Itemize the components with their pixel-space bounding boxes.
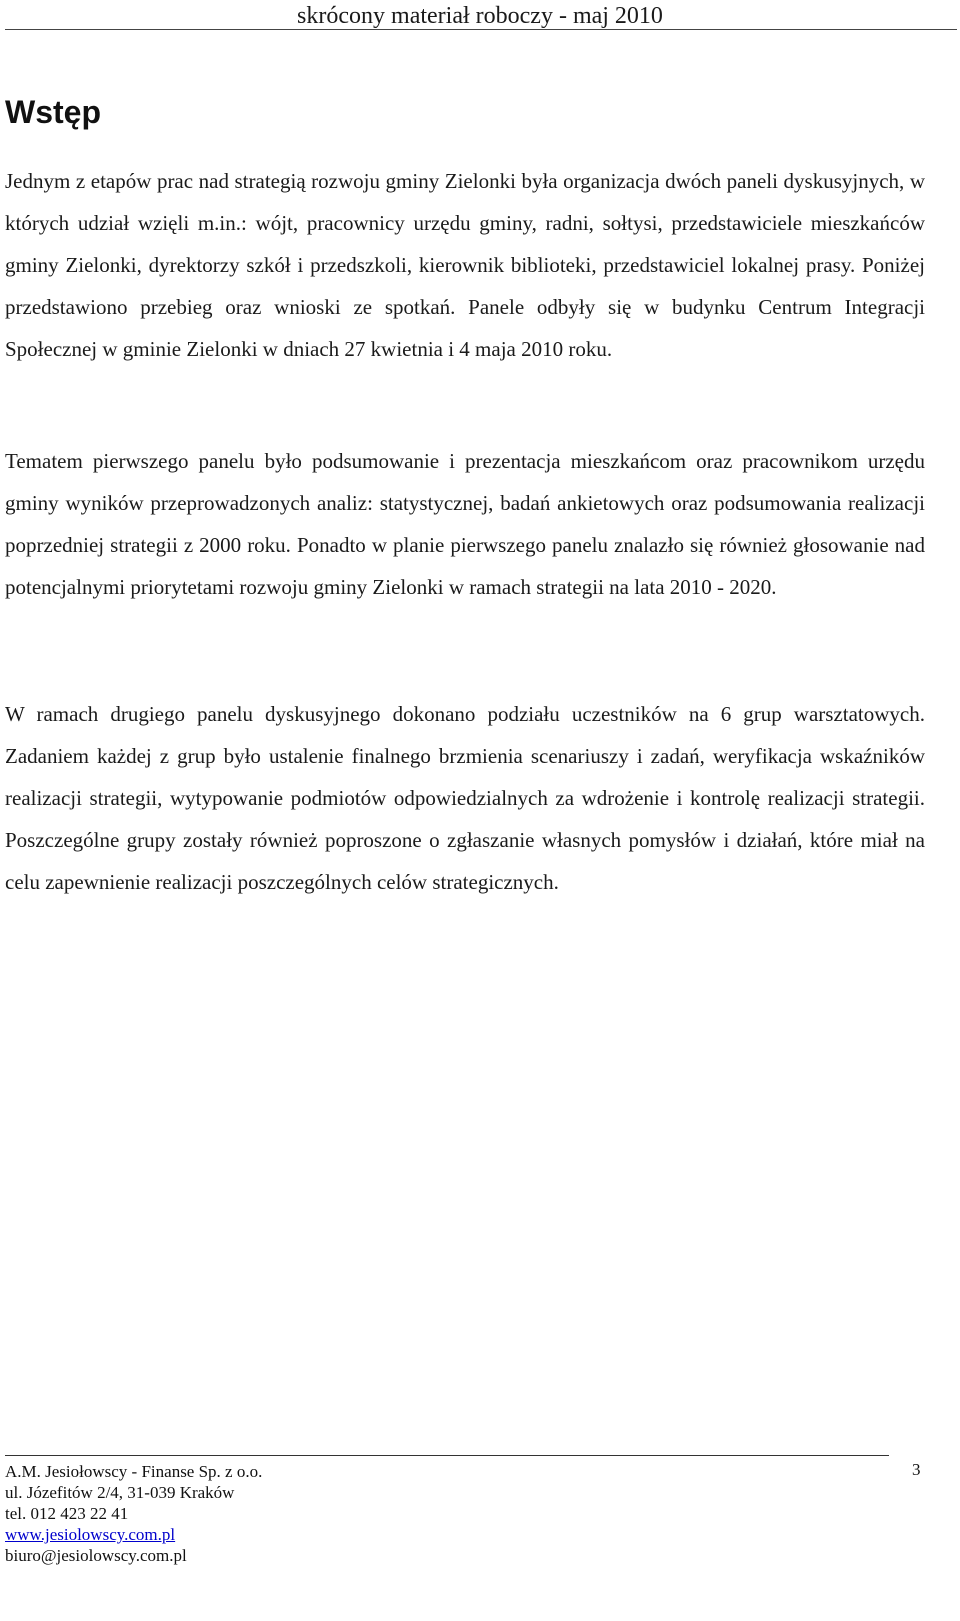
paragraph-2: Tematem pierwszego panelu było podsumowanie i prezentacja mieszkańcom oraz pracownikom urzędu gminy wyników przeprowadzonych analiz: statystycznej, badań ankietowych oraz podsumowania realizacji poprzedniej strategii z 2000 roku. Ponadto w planie pierwszego panelu znalazło się również głosowanie nad potencjalnymi priorytetami rozwoju gminy Zielonki w ramach strategii na lata 2010 - 2020.	[5, 449, 925, 599]
running-header: skrócony materiał roboczy - maj 2010	[297, 3, 663, 29]
footer-divider	[5, 1455, 889, 1456]
header-divider	[5, 29, 957, 30]
paragraph-3: W ramach drugiego panelu dyskusyjnego dokonano podziału uczestników na 6 grup warsztatowych. Zadaniem każdej z grup było ustalenie finalnego brzmienia scenariuszy i zadań, weryfikacja wskaźników realizacji strategii, wytypowanie podmiotów odpowiedzialnych za wdrożenie i kontrolę realizacji strategii. Poszczególne grupy zostały również poproszone o zgłaszanie własnych pomysłów i działań, które miał na celu zapewnienie realizacji poszczególnych celów strategicznych.	[5, 702, 925, 894]
page-number: 3	[912, 1460, 921, 1479]
section-title: Wstęp	[5, 94, 101, 130]
footer-email[interactable]: biuro@jesiolowscy.com.pl	[5, 1546, 187, 1565]
footer-phone: tel. 012 423 22 41	[5, 1504, 129, 1523]
footer-contact	[5, 1461, 262, 1566]
paragraph-1: Jednym z etapów prac nad strategią rozwoju gminy Zielonki była organizacja dwóch paneli dyskusyjnych, w których udział wzięli m.in.: wójt, pracownicy urzędu gminy, radni, sołtysi, przedstawiciele mieszkańców gminy Zielonki, dyrektorzy szkół i przedszkoli, kierownik biblioteki, przedstawiciel lokalnej prasy. Poniżej przedstawiono przebieg oraz wnioski ze spotkań. Panele odbyły się w budynku Centrum Integracji Społecznej w gminie Zielonki w dniach 27 kwietnia i 4 maja 2010 roku.	[5, 169, 925, 361]
footer-address: ul. Józefitów 2/4, 31-039 Kraków	[5, 1483, 235, 1502]
footer-company: A.M. Jesiołowscy - Finanse Sp. z o.o.	[5, 1462, 263, 1481]
footer-website-link[interactable]: www.jesiolowscy.com.pl	[5, 1525, 176, 1544]
